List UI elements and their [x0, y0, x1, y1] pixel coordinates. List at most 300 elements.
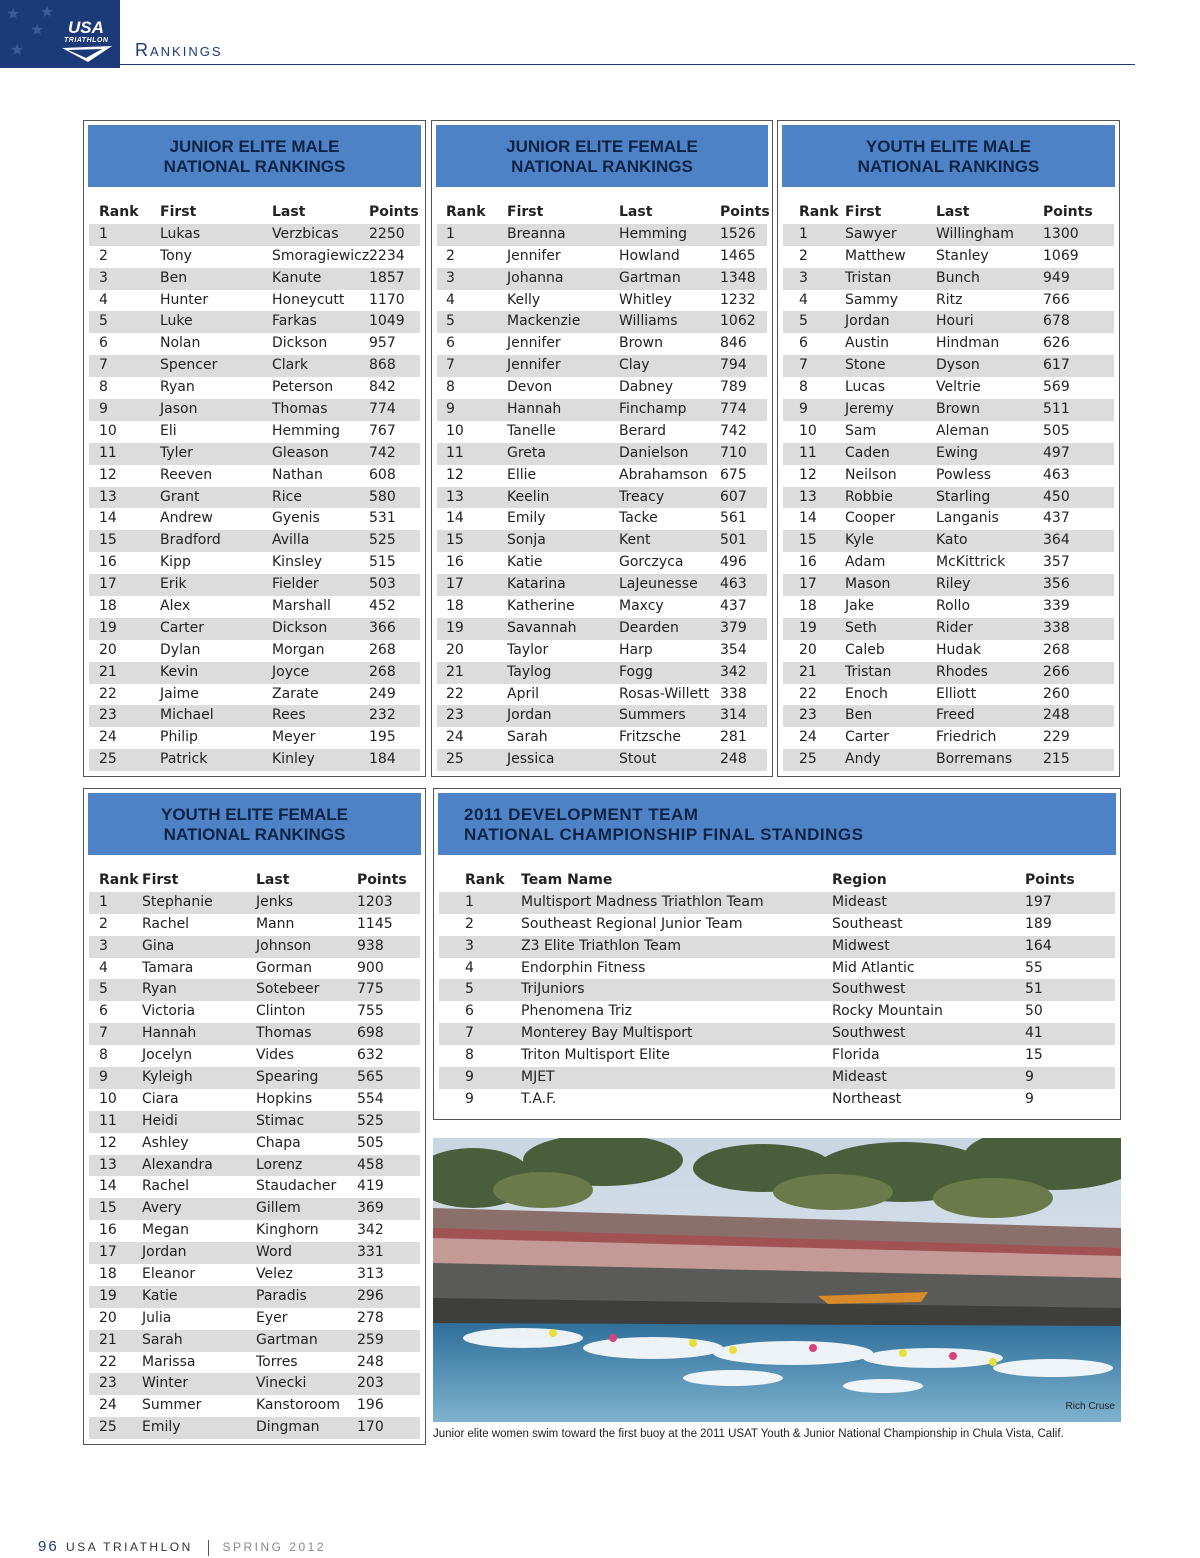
table-header [439, 870, 1115, 892]
last-name-cell: Dyson [936, 357, 980, 374]
points-cell: 766 [1043, 291, 1070, 308]
rank-cell: 22 [99, 685, 117, 702]
table-row [89, 1023, 420, 1045]
rank-cell: 17 [799, 576, 817, 593]
table-row [783, 399, 1114, 421]
table-row [89, 355, 420, 377]
rank-cell: 17 [99, 576, 117, 593]
last-name-cell: Rice [272, 488, 302, 505]
last-name-cell: Hopkins [256, 1090, 313, 1107]
header-rule [120, 64, 1135, 65]
table-row [89, 618, 420, 640]
last-name-cell: Fritzsche [619, 729, 681, 746]
points-cell: 497 [1043, 444, 1070, 461]
issue-date: SPRING 2012 [222, 1540, 327, 1554]
points-cell: 259 [357, 1331, 384, 1348]
first-name-cell: Ben [160, 269, 188, 286]
rank-cell: 3 [446, 269, 455, 286]
points-cell: 607 [720, 488, 747, 505]
column-header-points: Points [357, 872, 407, 888]
rankings-table [437, 202, 770, 771]
region-cell: Mideast [832, 893, 887, 910]
table-row [783, 618, 1114, 640]
rank-cell: 1 [465, 893, 474, 910]
table-row [89, 1220, 420, 1242]
points-cell: 900 [357, 959, 384, 976]
swim-start-illustration [433, 1138, 1121, 1422]
first-name-cell: Gina [142, 937, 175, 954]
panel-title-line1: 2011 DEVELOPMENT TEAM [464, 805, 699, 824]
table-row [437, 596, 767, 618]
last-name-cell: Aleman [936, 422, 990, 439]
points-cell: 789 [720, 379, 747, 396]
last-name-cell: Harp [619, 641, 653, 658]
first-name-cell: Robbie [845, 488, 893, 505]
first-name-cell: Hannah [142, 1025, 197, 1042]
rankings-table [783, 202, 1114, 771]
table-row [437, 443, 767, 465]
points-cell: 248 [720, 751, 747, 768]
rank-cell: 15 [799, 532, 817, 549]
last-name-cell: Finchamp [619, 401, 687, 418]
rank-cell: 25 [446, 751, 464, 768]
rank-cell: 18 [99, 598, 117, 615]
first-name-cell: Julia [142, 1309, 172, 1326]
last-name-cell: Friedrich [936, 729, 997, 746]
points-cell: 458 [357, 1156, 384, 1173]
last-name-cell: Vinecki [256, 1375, 307, 1392]
table-row [783, 684, 1114, 706]
rank-cell: 16 [99, 554, 117, 571]
last-name-cell: Fogg [619, 663, 653, 680]
table-row [89, 979, 420, 1001]
table-row [89, 552, 420, 574]
column-header-first: First [507, 204, 544, 220]
panel-header [88, 793, 421, 855]
rank-cell: 20 [799, 641, 817, 658]
rank-cell: 5 [99, 981, 108, 998]
rank-cell: 5 [99, 313, 108, 330]
points-cell: 503 [369, 576, 396, 593]
junior-elite-female-panel [431, 120, 773, 777]
first-name-cell: Jeremy [845, 401, 894, 418]
first-name-cell: Mason [845, 576, 891, 593]
rank-cell: 21 [446, 663, 464, 680]
table-row [89, 1417, 420, 1439]
points-cell: 868 [369, 357, 396, 374]
table-row [437, 421, 767, 443]
points-cell: 314 [720, 707, 747, 724]
points-cell: 203 [357, 1375, 384, 1392]
column-header-last: Last [619, 204, 653, 220]
last-name-cell: LaJeunesse [619, 576, 698, 593]
points-cell: 710 [720, 444, 747, 461]
page-number: 96 [38, 1538, 59, 1555]
first-name-cell: Breanna [507, 225, 566, 242]
last-name-cell: Peterson [272, 379, 334, 396]
rank-cell: 6 [799, 335, 808, 352]
rank-cell: 8 [99, 1047, 108, 1064]
panel-title-line1: JUNIOR ELITE MALE [169, 137, 340, 156]
first-name-cell: April [507, 685, 539, 702]
youth-elite-female-panel [83, 788, 426, 1445]
first-name-cell: Rachel [142, 915, 190, 932]
rank-cell: 12 [99, 466, 117, 483]
last-name-cell: Kent [619, 532, 651, 549]
points-cell: 437 [1043, 510, 1070, 527]
first-name-cell: Jason [160, 401, 198, 418]
rank-cell: 6 [465, 1003, 474, 1020]
rank-cell: 19 [99, 1287, 117, 1304]
last-name-cell: Freed [936, 707, 975, 724]
points-cell: 580 [369, 488, 396, 505]
points-cell: 164 [1025, 937, 1052, 954]
table-row [89, 958, 420, 980]
rank-cell: 17 [99, 1244, 117, 1261]
points-cell: 617 [1043, 357, 1070, 374]
column-header-team: Team Name [521, 872, 613, 888]
rank-cell: 8 [99, 379, 108, 396]
first-name-cell: Eleanor [142, 1266, 196, 1283]
table-row [783, 640, 1114, 662]
rank-cell: 14 [99, 1178, 117, 1195]
points-cell: 369 [357, 1200, 384, 1217]
first-name-cell: Andrew [160, 510, 213, 527]
points-cell: 1203 [357, 893, 393, 910]
rank-cell: 16 [799, 554, 817, 571]
table-header [89, 870, 420, 892]
first-name-cell: Kyleigh [142, 1069, 193, 1086]
first-name-cell: Lukas [160, 225, 201, 242]
last-name-cell: Williams [619, 313, 678, 330]
last-name-cell: Thomas [256, 1025, 312, 1042]
panel-title-line2: NATIONAL RANKINGS [511, 157, 693, 176]
points-cell: 15 [1025, 1047, 1043, 1064]
rank-cell: 20 [446, 641, 464, 658]
table-row [89, 1330, 420, 1352]
table-row [437, 224, 767, 246]
points-cell: 511 [1043, 401, 1070, 418]
first-name-cell: Tanelle [507, 422, 556, 439]
first-name-cell: Jaime [160, 685, 199, 702]
table-row [89, 377, 420, 399]
points-cell: 281 [720, 729, 747, 746]
rank-cell: 9 [446, 401, 455, 418]
rank-cell: 11 [446, 444, 464, 461]
rank-cell: 6 [99, 335, 108, 352]
points-cell: 698 [357, 1025, 384, 1042]
first-name-cell: Hannah [507, 401, 562, 418]
rank-cell: 8 [465, 1047, 474, 1064]
last-name-cell: Rees [272, 707, 306, 724]
last-name-cell: Word [256, 1244, 292, 1261]
points-cell: 774 [369, 401, 396, 418]
last-name-cell: Abrahamson [619, 466, 708, 483]
region-cell: Rocky Mountain [832, 1003, 943, 1020]
last-name-cell: Dickson [272, 335, 328, 352]
rank-cell: 8 [799, 379, 808, 396]
star-icon: ★ [40, 4, 55, 21]
team-name-cell: Southeast Regional Junior Team [521, 915, 743, 932]
race-photo [433, 1138, 1121, 1422]
rank-cell: 16 [446, 554, 464, 571]
rank-cell: 21 [99, 1331, 117, 1348]
table-row [439, 936, 1115, 958]
column-header-rank: Rank [99, 872, 139, 888]
panel-title-line2: NATIONAL RANKINGS [857, 157, 1040, 176]
last-name-cell: Dabney [619, 379, 674, 396]
first-name-cell: Michael [160, 707, 214, 724]
points-cell: 1857 [369, 269, 405, 286]
rank-cell: 24 [99, 729, 117, 746]
last-name-cell: Kinley [272, 751, 315, 768]
first-name-cell: Emily [142, 1419, 181, 1436]
first-name-cell: Bradford [160, 532, 221, 549]
rank-cell: 4 [799, 291, 808, 308]
rank-cell: 4 [465, 959, 474, 976]
first-name-cell: Tamara [142, 959, 194, 976]
last-name-cell: Lorenz [256, 1156, 303, 1173]
points-cell: 1170 [369, 291, 405, 308]
points-cell: 342 [720, 663, 747, 680]
first-name-cell: Ryan [142, 981, 177, 998]
table-row [89, 1045, 420, 1067]
last-name-cell: Fielder [272, 576, 319, 593]
table-row [89, 1111, 420, 1133]
first-name-cell: Jennifer [507, 357, 561, 374]
first-name-cell: Winter [142, 1375, 189, 1392]
rank-cell: 25 [99, 1419, 117, 1436]
table-row [89, 892, 420, 914]
team-name-cell: TriJuniors [521, 981, 585, 998]
column-header-points: Points [369, 204, 419, 220]
first-name-cell: Greta [507, 444, 546, 461]
last-name-cell: Eyer [256, 1309, 288, 1326]
last-name-cell: Nathan [272, 466, 323, 483]
last-name-cell: Danielson [619, 444, 689, 461]
table-row [783, 662, 1114, 684]
first-name-cell: Katie [142, 1287, 178, 1304]
first-name-cell: Philip [160, 729, 198, 746]
rank-cell: 4 [99, 291, 108, 308]
last-name-cell: Mann [256, 915, 295, 932]
last-name-cell: Farkas [272, 313, 317, 330]
points-cell: 626 [1043, 335, 1070, 352]
table-header [89, 202, 420, 224]
panel-title-line1: YOUTH ELITE FEMALE [161, 805, 348, 824]
points-cell: 531 [369, 510, 396, 527]
rank-cell: 24 [446, 729, 464, 746]
points-cell: 364 [1043, 532, 1070, 549]
table-row [89, 749, 420, 771]
table-row [89, 684, 420, 706]
points-cell: 268 [369, 641, 396, 658]
table-row [783, 465, 1114, 487]
points-cell: 561 [720, 510, 747, 527]
first-name-cell: Savannah [507, 619, 577, 636]
points-cell: 266 [1043, 663, 1070, 680]
last-name-cell: Rosas-Willett [619, 685, 710, 702]
rank-cell: 4 [99, 959, 108, 976]
first-name-cell: Stephanie [142, 893, 213, 910]
team-name-cell: MJET [521, 1069, 555, 1086]
rank-cell: 5 [799, 313, 808, 330]
points-cell: 742 [720, 422, 747, 439]
rank-cell: 1 [446, 225, 455, 242]
star-icon: ★ [10, 42, 25, 59]
last-name-cell: Chapa [256, 1134, 301, 1151]
table-row [783, 749, 1114, 771]
rank-cell: 18 [99, 1266, 117, 1283]
rank-cell: 21 [799, 663, 817, 680]
rank-cell: 18 [446, 598, 464, 615]
first-name-cell: Tony [160, 247, 192, 264]
points-cell: 366 [369, 619, 396, 636]
rank-cell: 14 [799, 510, 817, 527]
page-footer [38, 1538, 326, 1556]
region-cell: Southwest [832, 1025, 906, 1042]
first-name-cell: Tristan [845, 269, 892, 286]
panel-header [438, 793, 1116, 855]
rank-cell: 10 [99, 1090, 117, 1107]
table-row [89, 705, 420, 727]
logo-text: USA [68, 18, 104, 37]
points-cell: 338 [720, 685, 747, 702]
first-name-cell: Neilson [845, 466, 897, 483]
table-row [89, 246, 420, 268]
last-name-cell: Dearden [619, 619, 679, 636]
first-name-cell: Hunter [160, 291, 209, 308]
last-name-cell: Gartman [256, 1331, 318, 1348]
first-name-cell: Ben [845, 707, 873, 724]
last-name-cell: Ritz [936, 291, 963, 308]
table-row [89, 640, 420, 662]
first-name-cell: Kevin [160, 663, 199, 680]
rank-cell: 6 [99, 1003, 108, 1020]
table-row [89, 290, 420, 312]
column-header-last: Last [272, 204, 306, 220]
table-row [437, 290, 767, 312]
table-row [89, 443, 420, 465]
table-row [89, 727, 420, 749]
last-name-cell: Hemming [619, 225, 688, 242]
last-name-cell: Kato [936, 532, 968, 549]
table-row [783, 355, 1114, 377]
rank-cell: 11 [799, 444, 817, 461]
points-cell: 249 [369, 685, 396, 702]
column-header-rank: Rank [465, 872, 505, 888]
panel-header [782, 125, 1115, 187]
points-cell: 1069 [1043, 247, 1079, 264]
last-name-cell: Verzbicas [272, 225, 339, 242]
rank-cell: 12 [99, 1134, 117, 1151]
last-name-cell: Brown [619, 335, 663, 352]
panel-title-line2: NATIONAL RANKINGS [163, 825, 346, 844]
rank-cell: 20 [99, 1309, 117, 1326]
panel-title-line2: NATIONAL RANKINGS [163, 157, 346, 176]
usa-triathlon-logo [0, 0, 120, 68]
last-name-cell: Morgan [272, 641, 325, 658]
points-cell: 232 [369, 707, 396, 724]
points-cell: 463 [720, 576, 747, 593]
table-row [89, 508, 420, 530]
last-name-cell: Bunch [936, 269, 980, 286]
table-row [439, 958, 1115, 980]
points-cell: 184 [369, 751, 396, 768]
rank-cell: 1 [99, 225, 108, 242]
rank-cell: 15 [446, 532, 464, 549]
table-row [89, 1352, 420, 1374]
first-name-cell: Enoch [845, 685, 888, 702]
rank-cell: 4 [446, 291, 455, 308]
points-cell: 842 [369, 379, 396, 396]
panel-header [88, 125, 421, 187]
table-row [439, 892, 1115, 914]
last-name-cell: McKittrick [936, 554, 1006, 571]
rank-cell: 13 [799, 488, 817, 505]
last-name-cell: Avilla [272, 532, 310, 549]
panel-title-line2: NATIONAL CHAMPIONSHIP FINAL STANDINGS [464, 825, 864, 844]
table-row [783, 552, 1114, 574]
first-name-cell: Jordan [845, 313, 890, 330]
first-name-cell: Rachel [142, 1178, 190, 1195]
first-name-cell: Jennifer [507, 335, 561, 352]
rankings-table [89, 870, 420, 1439]
table-row [437, 749, 767, 771]
first-name-cell: Kyle [845, 532, 874, 549]
last-name-cell: Paradis [256, 1287, 307, 1304]
table-row [439, 1089, 1115, 1111]
rank-cell: 7 [799, 357, 808, 374]
first-name-cell: Alexandra [142, 1156, 213, 1173]
last-name-cell: Kanute [272, 269, 322, 286]
first-name-cell: Sam [845, 422, 877, 439]
last-name-cell: Gyenis [272, 510, 320, 527]
table-row [437, 333, 767, 355]
panel-header [436, 125, 768, 187]
table-row [89, 1089, 420, 1111]
table-row [437, 355, 767, 377]
rank-cell: 13 [99, 1156, 117, 1173]
section-title: Rankings [135, 40, 223, 60]
table-row [437, 465, 767, 487]
last-name-cell: Clark [272, 357, 309, 374]
logo-subtext: TRIATHLON [64, 37, 109, 44]
panel-title-line1: YOUTH ELITE MALE [865, 137, 1032, 156]
table-row [437, 640, 767, 662]
rank-cell: 2 [799, 247, 808, 264]
points-cell: 2250 [369, 225, 405, 242]
rank-cell: 25 [799, 751, 817, 768]
first-name-cell: Jake [845, 598, 874, 615]
rank-cell: 3 [99, 269, 108, 286]
rank-cell: 24 [799, 729, 817, 746]
rank-cell: 1 [799, 225, 808, 242]
table-row [437, 705, 767, 727]
table-row [783, 246, 1114, 268]
table-row [439, 1023, 1115, 1045]
column-header-first: First [160, 204, 197, 220]
first-name-cell: Grant [160, 488, 200, 505]
rank-cell: 1 [99, 893, 108, 910]
last-name-cell: Velez [256, 1266, 293, 1283]
last-name-cell: Stanley [936, 247, 989, 264]
youth-elite-male-panel [777, 120, 1120, 777]
last-name-cell: Starling [936, 488, 991, 505]
last-name-cell: Treacy [619, 488, 665, 505]
table-row [783, 596, 1114, 618]
points-cell: 775 [357, 981, 384, 998]
